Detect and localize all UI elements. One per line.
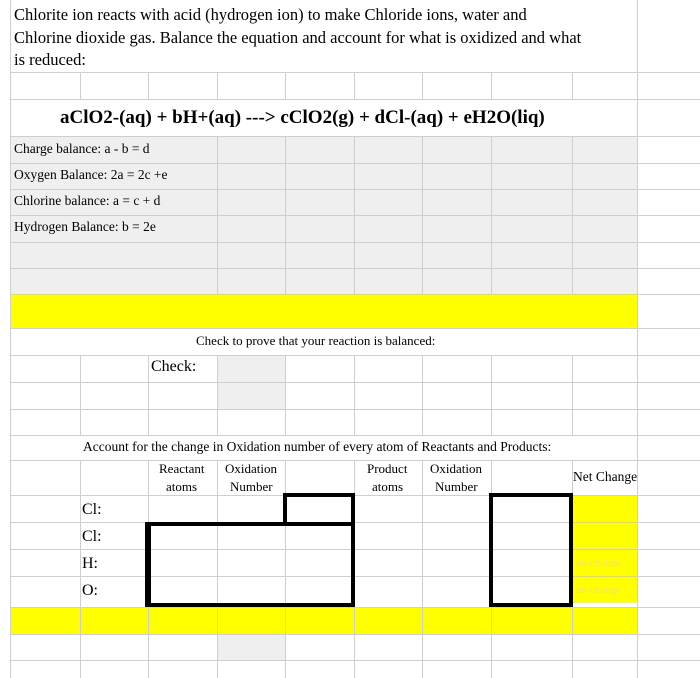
net-change-h: no change bbox=[576, 557, 621, 569]
question-line-3: is reduced: bbox=[14, 50, 86, 69]
atom-label-cl-2: Cl: bbox=[82, 528, 102, 545]
header-reactant-atoms: atoms bbox=[166, 479, 198, 494]
product-ox-box bbox=[489, 493, 573, 607]
header-number-2: Number bbox=[435, 479, 478, 494]
header-oxidation-1: Oxidation bbox=[225, 461, 277, 476]
account-prompt: Account for the change in Oxidation number of every atom of Reactants and Products: bbox=[83, 439, 552, 454]
hydrogen-balance: Hydrogen Balance: b = 2e bbox=[14, 219, 156, 234]
chlorine-balance: Chlorine balance: a = c + d bbox=[14, 193, 161, 208]
reactant-box-top bbox=[283, 493, 355, 526]
check-label: Check: bbox=[151, 358, 197, 375]
reactant-cl-1-cell[interactable] bbox=[148, 495, 216, 522]
oxygen-balance: Oxygen Balance: 2a = 2c +e bbox=[14, 167, 168, 182]
net-change-o: no change bbox=[576, 584, 621, 596]
yellow-band-bottom bbox=[10, 607, 637, 634]
question-line-2: Chlorine dioxide gas. Balance the equation and account for what is oxidized and what bbox=[14, 28, 582, 47]
gray-bottom-cell bbox=[217, 634, 285, 660]
atom-label-cl-1: Cl: bbox=[82, 501, 102, 518]
reactant-box bbox=[145, 522, 355, 607]
gray-check-cell-2 bbox=[217, 382, 285, 409]
net-change-cell-2 bbox=[572, 522, 637, 549]
header-product-atoms: atoms bbox=[372, 479, 404, 494]
header-product: Product bbox=[367, 461, 408, 476]
atom-label-o: O: bbox=[82, 582, 98, 599]
check-prompt: Check to prove that your reaction is balanced: bbox=[196, 333, 436, 348]
atom-label-h: H: bbox=[82, 555, 98, 572]
gray-check-cell-1 bbox=[217, 355, 285, 382]
net-change-cell-1 bbox=[572, 495, 637, 522]
gray-row-1 bbox=[10, 242, 637, 268]
header-reactant: Reactant bbox=[159, 461, 205, 476]
product-cl-1-cell[interactable] bbox=[354, 495, 422, 522]
equation: aClO2-(aq) + bH+(aq) ---> cClO2(g) + dCl-(aq) + eH2O(liq) bbox=[60, 107, 545, 128]
product-ox-cl-1-cell[interactable] bbox=[422, 495, 490, 522]
yellow-band-top bbox=[10, 294, 637, 328]
gray-row-2 bbox=[10, 268, 637, 294]
header-net-change: Net Change bbox=[573, 469, 638, 484]
header-number-1: Number bbox=[230, 479, 273, 494]
header-oxidation-2: Oxidation bbox=[430, 461, 482, 476]
charge-balance: Charge balance: a - b = d bbox=[14, 141, 150, 156]
question-line-1: Chlorite ion reacts with acid (hydrogen ion) to make Chloride ions, water and bbox=[14, 5, 527, 24]
reactant-ox-cl-1-cell[interactable] bbox=[217, 495, 285, 522]
